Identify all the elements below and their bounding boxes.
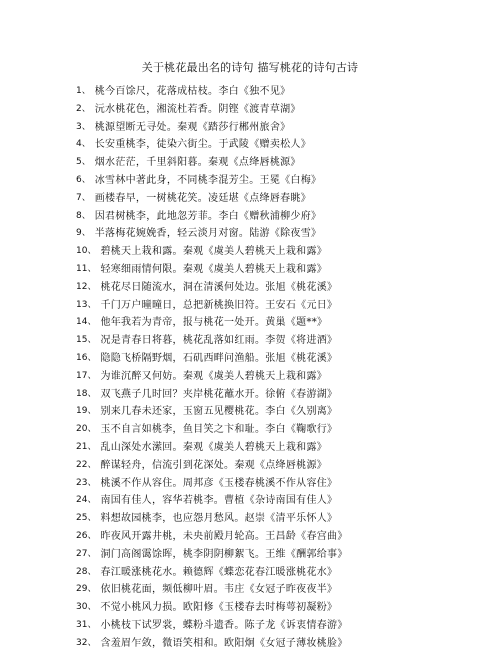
list-item-text: 玉不自言如桃李，鱼目笑之卞和耻。李白《鞠歌行》 xyxy=(100,424,338,436)
list-item xyxy=(76,546,481,564)
list-item xyxy=(76,172,481,190)
list-item-text: 碧桃天上栽和露。秦观《虞美人碧桃天上栽和露》 xyxy=(100,246,328,258)
list-item-text: 醉谋轻舟，信流引到花深处。秦观《点绛唇桃源》 xyxy=(100,459,328,471)
list-item-number: 14、 xyxy=(76,317,97,328)
list-item xyxy=(76,101,481,119)
list-item xyxy=(76,439,481,457)
list-item-text: 桃花尽日随流水，洞在清溪何处边。张旭《桃花溪》 xyxy=(100,281,338,293)
list-item-number: 21、 xyxy=(76,441,97,452)
list-item xyxy=(76,154,481,172)
list-item-text: 千门万户曈曈日，总把新桃换旧符。王安石《元日》 xyxy=(100,299,338,311)
list-item xyxy=(76,599,481,617)
list-item-text: 料想故园桃李，也应怨月愁风。赵崇《清平乐怀人》 xyxy=(100,513,338,525)
list-item-text: 依旧桃花面，频低柳叶眉。韦庄《女冠子昨夜夜半》 xyxy=(100,584,338,596)
list-item-number: 2、 xyxy=(76,103,91,114)
list-item-number: 26、 xyxy=(76,530,97,541)
list-item-number: 9、 xyxy=(76,228,91,239)
list-item xyxy=(76,208,481,226)
list-item xyxy=(76,581,481,599)
list-item-number: 27、 xyxy=(76,548,97,559)
document-title: 关于桃花最出名的诗句 描写桃花的诗句古诗 xyxy=(141,61,359,74)
list-item-number: 13、 xyxy=(76,299,97,310)
list-item xyxy=(76,119,481,137)
list-item-text: 南国有佳人，容华若桃李。曹植《杂诗南国有佳人》 xyxy=(100,495,338,507)
list-item xyxy=(76,564,481,582)
list-item-number: 16、 xyxy=(76,352,97,363)
list-item-text: 因君树桃李，此地忽芳菲。李白《赠秋浦柳少府》 xyxy=(94,210,322,222)
list-item-text: 半落梅花婉娩香，轻云淡月对窗。陆游《除夜雪》 xyxy=(94,228,322,240)
list-item-text: 不觉小桃风力损。欧阳修《玉楼春去时梅萼初凝粉》 xyxy=(100,602,338,614)
list-item-number: 11、 xyxy=(76,263,97,274)
list-item-text: 桃源望断无寻处。秦观《踏莎行郴州旅舍》 xyxy=(94,121,291,133)
list-item-number: 23、 xyxy=(76,477,97,488)
list-item xyxy=(76,635,481,653)
list-item-number: 4、 xyxy=(76,139,91,150)
list-item-text: 况是青春日将暮，桃花乱落如红雨。李贺《将进酒》 xyxy=(100,335,338,347)
list-item-number: 22、 xyxy=(76,459,97,470)
list-item-text: 他年我若为青帝，报与桃花一处开。黄巢《题**》 xyxy=(100,317,328,329)
list-item-number: 7、 xyxy=(76,192,91,203)
poem-list xyxy=(76,83,481,653)
list-item-text: 洞门高阁霭馀晖，桃李阴阴柳絮飞。王维《酬郭给事》 xyxy=(100,548,348,560)
list-item xyxy=(76,190,481,208)
list-item-number: 8、 xyxy=(76,210,91,221)
list-item xyxy=(76,225,481,243)
list-item-number: 24、 xyxy=(76,495,97,506)
list-item xyxy=(76,314,481,332)
list-item-number: 12、 xyxy=(76,281,97,292)
list-item xyxy=(76,350,481,368)
list-item-number: 17、 xyxy=(76,370,97,381)
list-item-text: 春江暖涨桃花水。赖德辉《蝶恋花春江暖涨桃花水》 xyxy=(100,566,338,578)
list-item-text: 隐隐飞桥隔野烟，石矶西畔问渔船。张旭《桃花溪》 xyxy=(100,352,338,364)
list-item xyxy=(76,332,481,350)
list-item-number: 32、 xyxy=(76,637,97,648)
list-item-text: 为谁沉醉又何妨。秦观《虞美人碧桃天上栽和露》 xyxy=(100,370,328,382)
list-item-number: 10、 xyxy=(76,246,97,257)
list-item xyxy=(76,403,481,421)
list-item-text: 烟水茫茫，千里斜阳暮。秦观《点绛唇桃源》 xyxy=(94,157,301,169)
list-item-text: 乱山深处水潆回。秦观《虞美人碧桃天上栽和露》 xyxy=(100,441,328,453)
list-item-text: 桃溪不作从容住。周邦彦《玉楼春桃溪不作从容住》 xyxy=(100,477,338,489)
list-item xyxy=(76,279,481,297)
list-item-text: 冰雪林中著此身，不同桃李混芳尘。王冕《白梅》 xyxy=(94,174,322,186)
list-item-text: 沅水桃花色，湘流杜若香。阴铿《渡青草湖》 xyxy=(94,103,301,115)
list-item-text: 桃今百馀尺，花落成枯枝。李白《独不见》 xyxy=(94,86,291,97)
list-item-number: 18、 xyxy=(76,388,97,399)
list-item xyxy=(76,136,481,154)
list-item-text: 长安重桃李，徒染六街尘。于武陵《赠卖松人》 xyxy=(94,139,312,151)
list-item-number: 28、 xyxy=(76,566,97,577)
list-item xyxy=(76,243,481,261)
list-item xyxy=(76,492,481,510)
list-item-text: 昨夜风开露井桃，未央前殿月轮高。王昌龄《春宫曲》 xyxy=(100,530,348,542)
list-item-text: 别来几春未还家，玉窗五见樱桃花。李白《久别离》 xyxy=(100,406,338,418)
list-item-text: 含羞眉乍敛，微语笑相和。欧阳炯《女冠子薄妆桃脸》 xyxy=(100,637,348,649)
list-item xyxy=(76,510,481,528)
list-item xyxy=(76,83,481,101)
list-item xyxy=(76,368,481,386)
list-item-number: 30、 xyxy=(76,602,97,613)
list-item xyxy=(76,528,481,546)
list-item-number: 5、 xyxy=(76,157,91,168)
list-item-number: 19、 xyxy=(76,406,97,417)
list-item-text: 小桃枝下试罗裳，蝶粉斗遗香。陈子龙《诉衷情春游》 xyxy=(100,619,348,631)
list-item-number: 1、 xyxy=(76,86,91,96)
list-item-number: 29、 xyxy=(76,584,97,595)
list-item xyxy=(76,475,481,493)
list-item xyxy=(76,457,481,475)
list-item-number: 6、 xyxy=(76,174,91,185)
list-item xyxy=(76,421,481,439)
list-item xyxy=(76,386,481,404)
list-item-text: 画楼春早，一树桃花笑。凌廷堪《点绛唇春眺》 xyxy=(94,192,312,204)
list-item-number: 25、 xyxy=(76,513,97,524)
list-item-text: 双飞燕子几时回？夹岸桃花蘸水开。徐俯《春游湖》 xyxy=(100,388,338,400)
list-item xyxy=(76,261,481,279)
list-item-number: 31、 xyxy=(76,619,97,630)
list-item-text: 轻寒细雨情何限。秦观《虞美人碧桃天上栽和露》 xyxy=(100,263,328,275)
list-item-number: 20、 xyxy=(76,424,97,435)
list-item xyxy=(76,297,481,315)
list-item-number: 15、 xyxy=(76,335,97,346)
list-item xyxy=(76,617,481,635)
list-item-number: 3、 xyxy=(76,121,91,132)
